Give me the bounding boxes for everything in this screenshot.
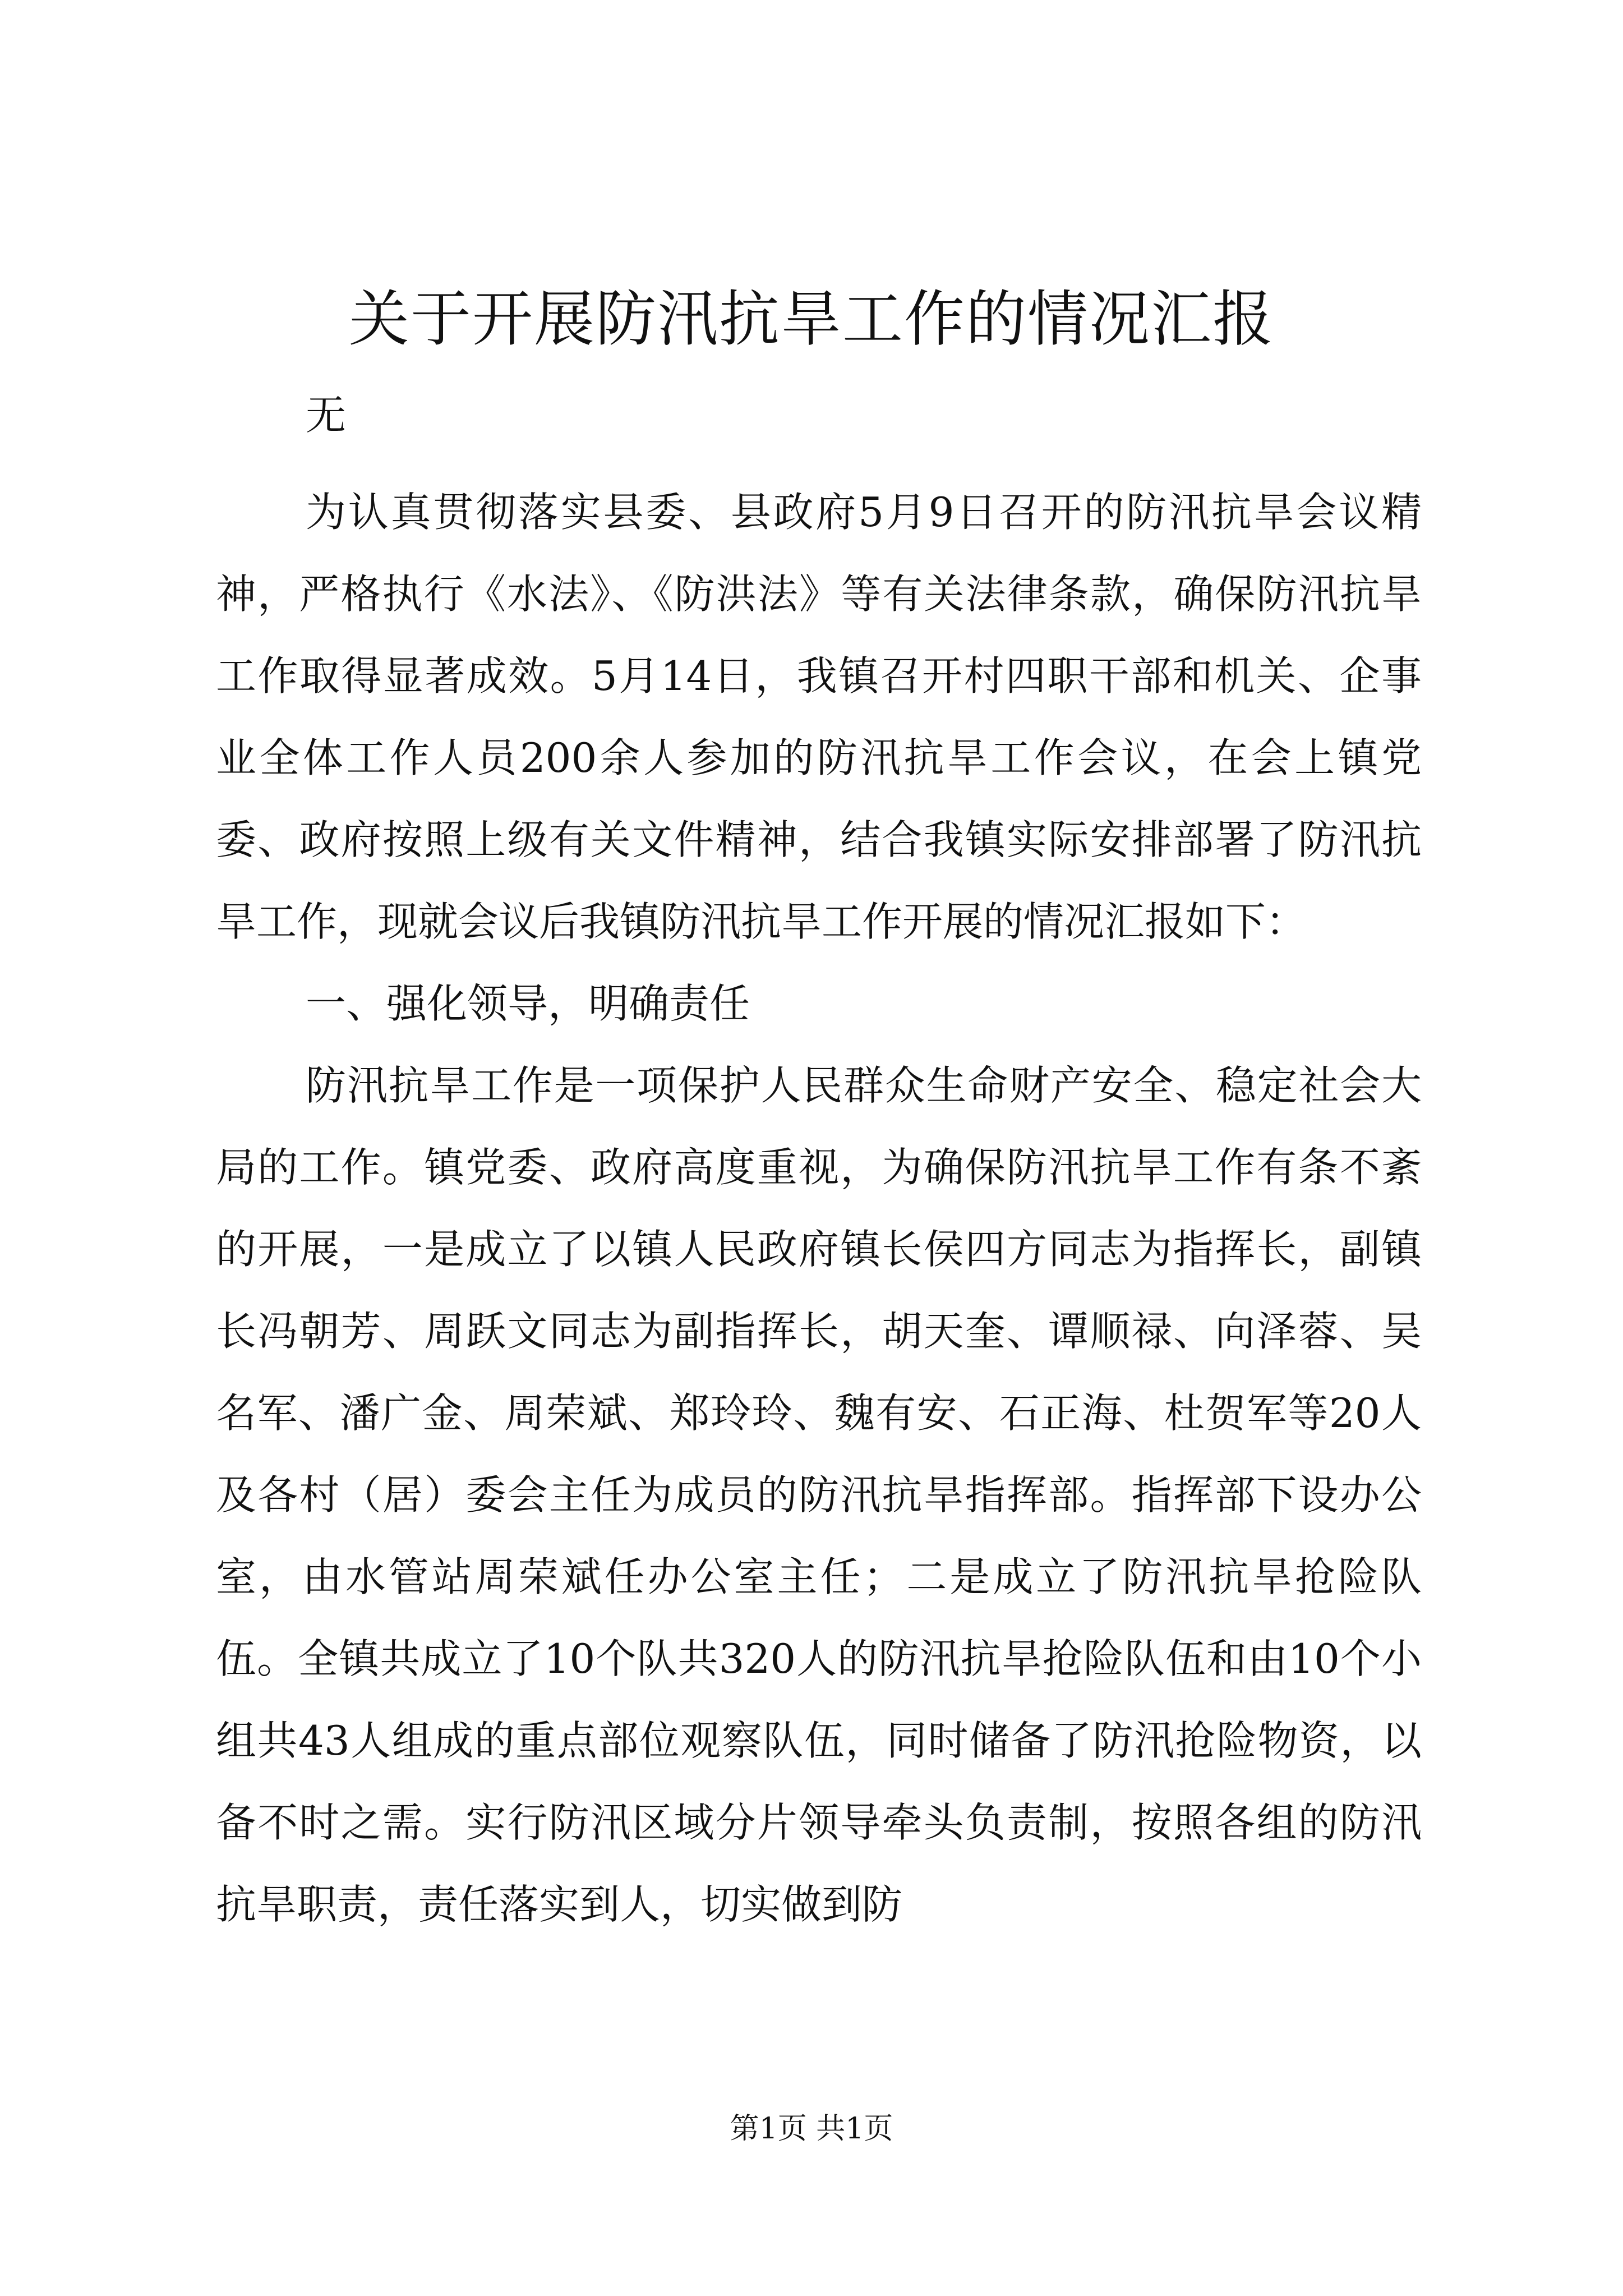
body-paragraph: 为认真贯彻落实县委、县政府5月9日召开的防汛抗旱会议精神，严格执行《水法》、《防洪法》等有关法律条款，确保防汛抗旱工作取得显著成效。5月14日，我镇召开村四职干部和机关、企事业全体工作人员200余人参加的防汛抗旱工作会议，在会上镇党委、政府按照上级有关文件精神，结合我镇实际安排部署了防汛抗旱工作，现就会议后我镇防汛抗旱工作开展的情况汇报如下： xyxy=(216,489,1422,945)
document-body xyxy=(216,471,1422,1945)
section-heading: 一、强化领导，明确责任 xyxy=(306,980,750,1027)
document-title: 关于开展防汛抗旱工作的情况汇报 xyxy=(348,284,1274,355)
page-footer: 第1页 共1页 xyxy=(730,2112,893,2146)
body-paragraph: 防汛抗旱工作是一项保护人民群众生命财产安全、稳定社会大局的工作。镇党委、政府高度重视，为确保防汛抗旱工作有条不紊的开展，一是成立了以镇人民政府镇长侯四方同志为指挥长，副镇长冯朝芳、周跃文同志为副指挥长，胡天奎、谭顺禄、向泽蓉、吴名军、潘广金、周荣斌、郑玲玲、魏有安、石正海、杜贺军等20人及各村（居）委会主任为成员的防汛抗旱指挥部。指挥部下设办公室，由水管站周荣斌任办公室主任；二是成立了防汛抗旱抢险队伍。全镇共成立了10个队共320人的防汛抗旱抢险队伍和由10个小组共43人组成的重点部位观察队伍，同时储备了防汛抢险物资，以备不时之需。实行防汛区域分片领导牵头负责制，按照各组的防汛抗旱职责，责任落实到人，切实做到防 xyxy=(216,1062,1422,1928)
document-subtitle: 无 xyxy=(306,392,347,439)
